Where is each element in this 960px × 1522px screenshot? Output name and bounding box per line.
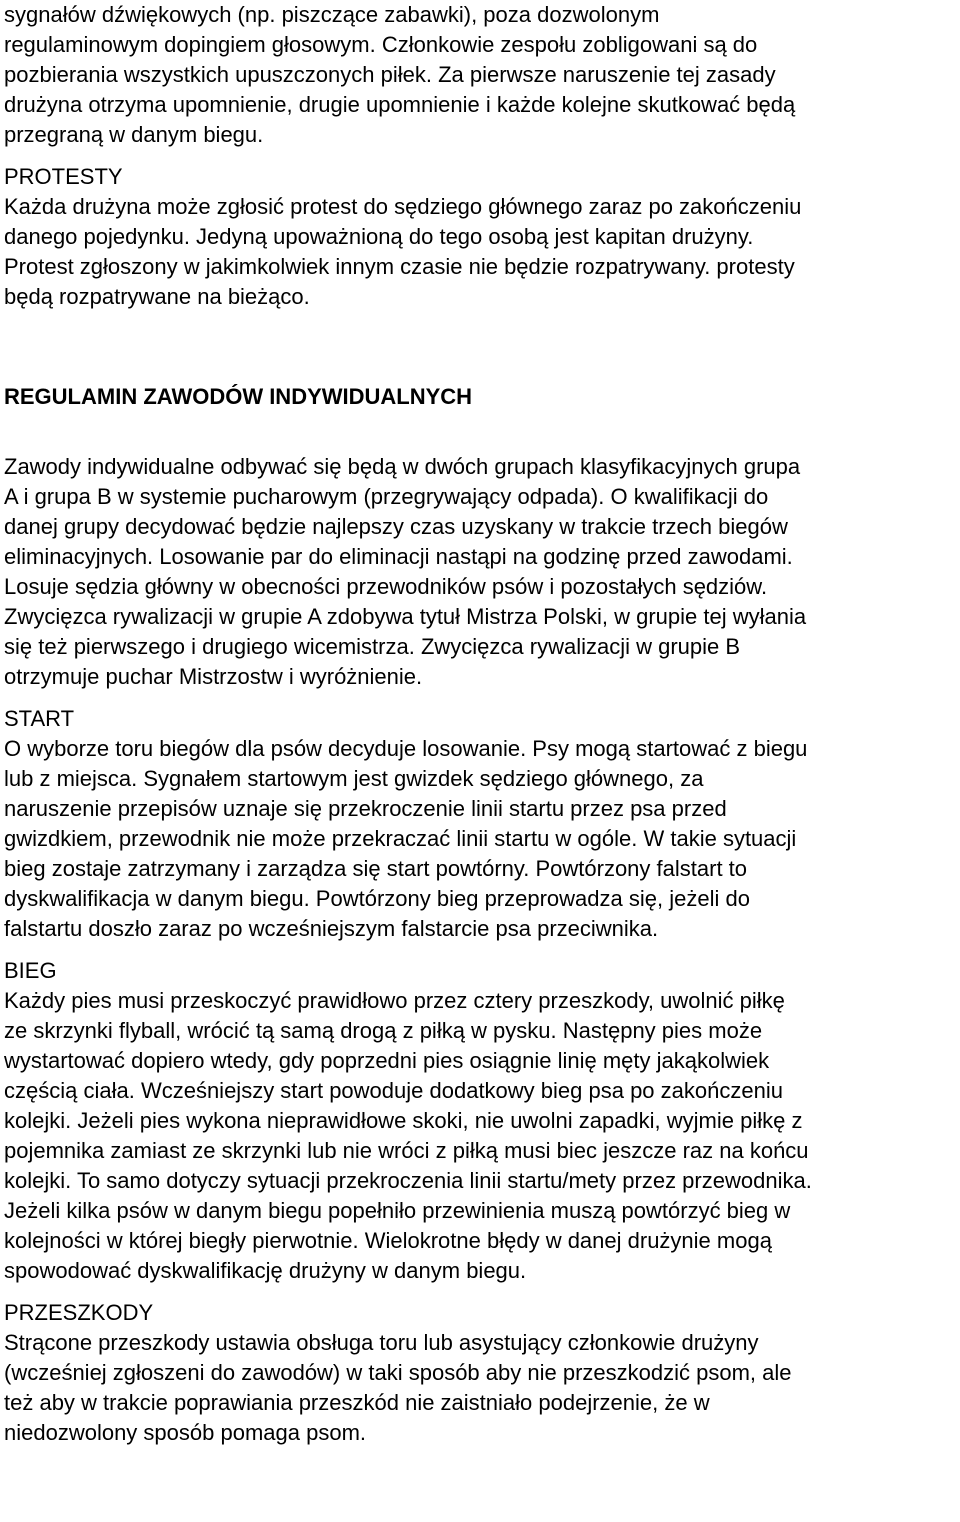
section-heading: BIEG <box>4 958 57 983</box>
text-line: sygnałów dźwiękowych (np. piszczące zabawki), poza dozwolonym <box>4 2 660 27</box>
text-line: naruszenie przepisów uznaje się przekroczenie linii startu przez psa przed <box>4 796 727 821</box>
text-line: Jeżeli kilka psów w danym biegu popełniło przewinienia muszą powtórzyć bieg w <box>4 1198 791 1223</box>
section-protesty <box>4 162 958 312</box>
text-line: danego pojedynku. Jedyną upoważnioną do tego osobą jest kapitan drużyny. <box>4 224 754 249</box>
text-line: gwizdkiem, przewodnik nie może przekraczać linii startu w ogóle. W takie sytuacji <box>4 826 797 851</box>
section-heading: START <box>4 706 75 731</box>
text-line: (wcześniej zgłoszeni do zawodów) w taki sposób aby nie przeszkodzić psom, ale <box>4 1360 792 1385</box>
text-line: regulaminowym dopingiem głosowym. Członkowie zespołu zobligowani są do <box>4 32 758 57</box>
section-przeszkody <box>4 1298 958 1448</box>
text-line: Każdy pies musi przeskoczyć prawidłowo przez cztery przeszkody, uwolnić piłkę <box>4 988 785 1013</box>
text-line: kolejki. Jeżeli pies wykona nieprawidłowe skoki, nie uwolni zapadki, wyjmie piłkę z <box>4 1108 803 1133</box>
text-line: Zawody indywidualne odbywać się będą w dwóch grupach klasyfikacyjnych grupa <box>4 454 801 479</box>
document-page <box>4 0 958 1448</box>
text-line: będą rozpatrywane na bieżąco. <box>4 284 310 309</box>
text-line: pojemnika zamiast ze skrzynki lub nie wróci z piłką musi biec jeszcze raz na końcu <box>4 1138 809 1163</box>
text-line: się też pierwszego i drugiego wicemistrza. Zwycięzca rywalizacji w grupie B <box>4 634 741 659</box>
text-line: danej grupy decydować będzie najlepszy czas uzyskany w trakcie trzech biegów <box>4 514 788 539</box>
text-line: pozbierania wszystkich upuszczonych piłek. Za pierwsze naruszenie tej zasady <box>4 62 776 87</box>
text-line: dyskwalifikacja w danym biegu. Powtórzony bieg przeprowadza się, jeżeli do <box>4 886 750 911</box>
text-line: częścią ciała. Wcześniejszy start powoduje dodatkowy bieg psa po zakończeniu <box>4 1078 783 1103</box>
text-line: Losuje sędzia główny w obecności przewodników psów i pozostałych sędziów. <box>4 574 768 599</box>
text-line: przegraną w danym biegu. <box>4 122 264 147</box>
section-heading: PROTESTY <box>4 164 123 189</box>
text-line: Zwycięzca rywalizacji w grupie A zdobywa tytuł Mistrza Polski, w grupie tej wyłania <box>4 604 807 629</box>
document-title: REGULAMIN ZAWODÓW INDYWIDUALNYCH <box>4 384 473 409</box>
text-line: kolejki. To samo dotyczy sytuacji przekroczenia linii startu/mety przez przewodnika. <box>4 1168 812 1193</box>
section-regulamin <box>4 452 958 692</box>
text-line: lub z miejsca. Sygnałem startowym jest gwizdek sędziego głównego, za <box>4 766 704 791</box>
intro-paragraph <box>4 0 958 150</box>
text-line: falstartu doszło zaraz po wcześniejszym falstarcie psa przeciwnika. <box>4 916 659 941</box>
section-bieg <box>4 956 958 1286</box>
text-line: Strącone przeszkody ustawia obsługa toru lub asystujący członkowie drużyny <box>4 1330 759 1355</box>
text-line: otrzymuje puchar Mistrzostw i wyróżnienie. <box>4 664 423 689</box>
text-line: drużyna otrzyma upomnienie, drugie upomnienie i każde kolejne skutkować będą <box>4 92 796 117</box>
text-line: Każda drużyna może zgłosić protest do sędziego głównego zaraz po zakończeniu <box>4 194 802 219</box>
text-line: spowodować dyskwalifikację drużyny w danym biegu. <box>4 1258 527 1283</box>
text-line: ze skrzynki flyball, wrócić tą samą drogą z piłką w pysku. Następny pies może <box>4 1018 763 1043</box>
text-line: A i grupa B w systemie pucharowym (przegrywający odpada). O kwalifikacji do <box>4 484 769 509</box>
text-line: Protest zgłoszony w jakimkolwiek innym czasie nie będzie rozpatrywany. protesty <box>4 254 795 279</box>
text-line: O wyborze toru biegów dla psów decyduje losowanie. Psy mogą startować z biegu <box>4 736 808 761</box>
text-line: eliminacyjnych. Losowanie par do eliminacji nastąpi na godzinę przed zawodami. <box>4 544 793 569</box>
text-line: kolejności w której biegły pierwotnie. Wielokrotne błędy w danej drużynie mogą <box>4 1228 772 1253</box>
text-line: też aby w trakcie poprawiania przeszkód nie zaistniało podejrzenie, że w <box>4 1390 710 1415</box>
text-line: wystartować dopiero wtedy, gdy poprzedni pies osiągnie linię męty jakąkolwiek <box>4 1048 770 1073</box>
text-line: niedozwolony sposób pomaga psom. <box>4 1420 367 1445</box>
text-line: bieg zostaje zatrzymany i zarządza się start powtórny. Powtórzony falstart to <box>4 856 748 881</box>
section-heading: PRZESZKODY <box>4 1300 154 1325</box>
section-start <box>4 704 958 944</box>
